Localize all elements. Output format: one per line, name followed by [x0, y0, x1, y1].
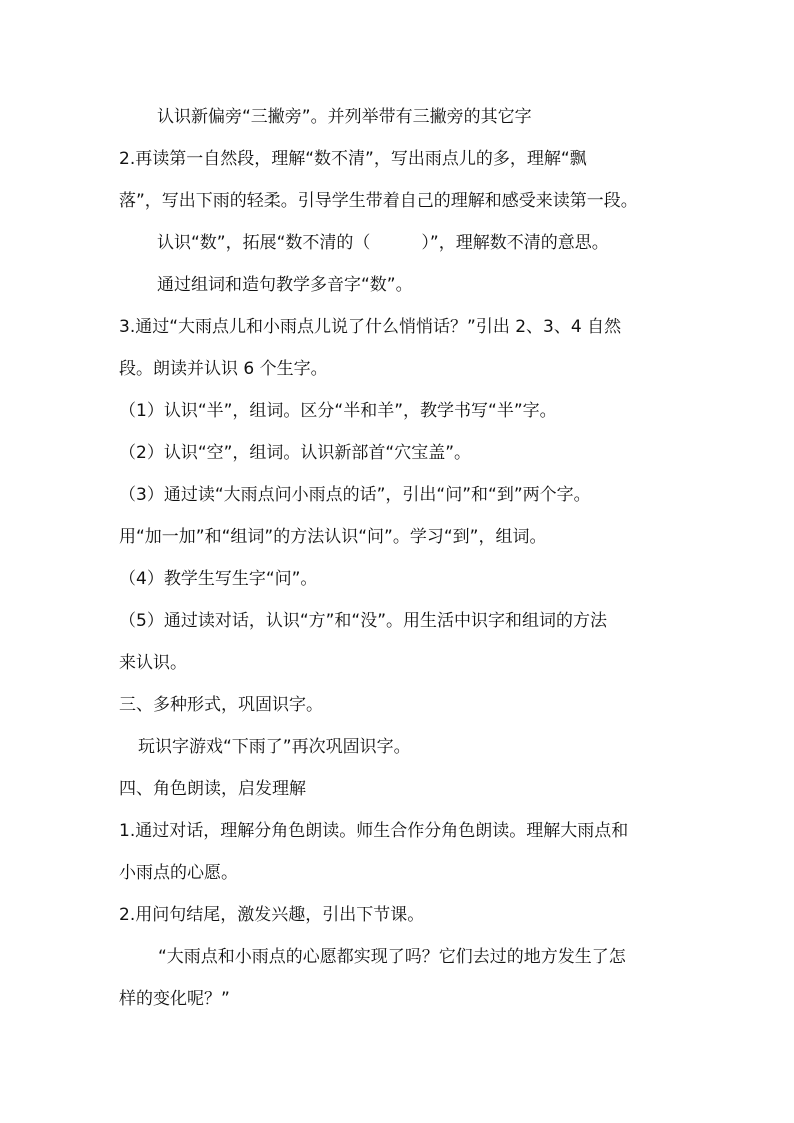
- text-line: 落”，写出下雨的轻柔。引导学生带着自己的理解和感受来读第一段。: [119, 191, 638, 211]
- text-line: （2）认识“空”，组词。认识新部首“穴宝盖”。: [119, 443, 472, 463]
- text-line: 段。朗读并认识 6 个生字。: [119, 359, 328, 379]
- text-line: 认识“数”，拓展“数不清的（ ）”，理解数不清的意思。: [157, 233, 609, 253]
- text-line: （4）教学生写生字“问”。: [119, 569, 318, 589]
- text-line: 2.再读第一自然段，理解“数不清”，写出雨点儿的多，理解“飘: [119, 149, 587, 169]
- text-line: 2.用问句结尾，激发兴趣，引出下节课。: [119, 905, 425, 925]
- text-line: （3）通过读“大雨点问小雨点的话”，引出“问”和“到”两个字。: [119, 485, 591, 505]
- text-line: 认识新偏旁“三撇旁”。并列举带有三撇旁的其它字: [157, 107, 532, 127]
- text-line: 小雨点的心愿。: [119, 863, 238, 883]
- section-heading: 三、多种形式，巩固识字。: [119, 695, 323, 715]
- text-line: 来认识。: [119, 653, 187, 673]
- text-line: （5）通过读对话，认识“方”和“没”。用生活中识字和组词的方法: [119, 611, 608, 631]
- text-line: 3.通过“大雨点儿和小雨点儿说了什么悄悄话？”引出 2、3、4 自然: [119, 317, 622, 337]
- text-line: （1）认识“半”，组词。区分“半和羊”，教学书写“半”字。: [119, 401, 557, 421]
- section-heading: 四、角色朗读，启发理解: [119, 779, 306, 799]
- quote-line: 样的变化呢？”: [119, 989, 230, 1009]
- text-line: 用“加一加”和“组词”的方法认识“问”。学习“到”，组词。: [119, 527, 547, 547]
- text-line: 通过组词和造句教学多音字“数”。: [157, 275, 413, 295]
- text-line: 1.通过对话，理解分角色朗读。师生合作分角色朗读。理解大雨点和: [119, 821, 629, 841]
- quote-line: “大雨点和小雨点的心愿都实现了吗？它们去过的地方发生了怎: [158, 947, 626, 967]
- text-line: 玩识字游戏“下雨了”再次巩固识字。: [138, 737, 411, 757]
